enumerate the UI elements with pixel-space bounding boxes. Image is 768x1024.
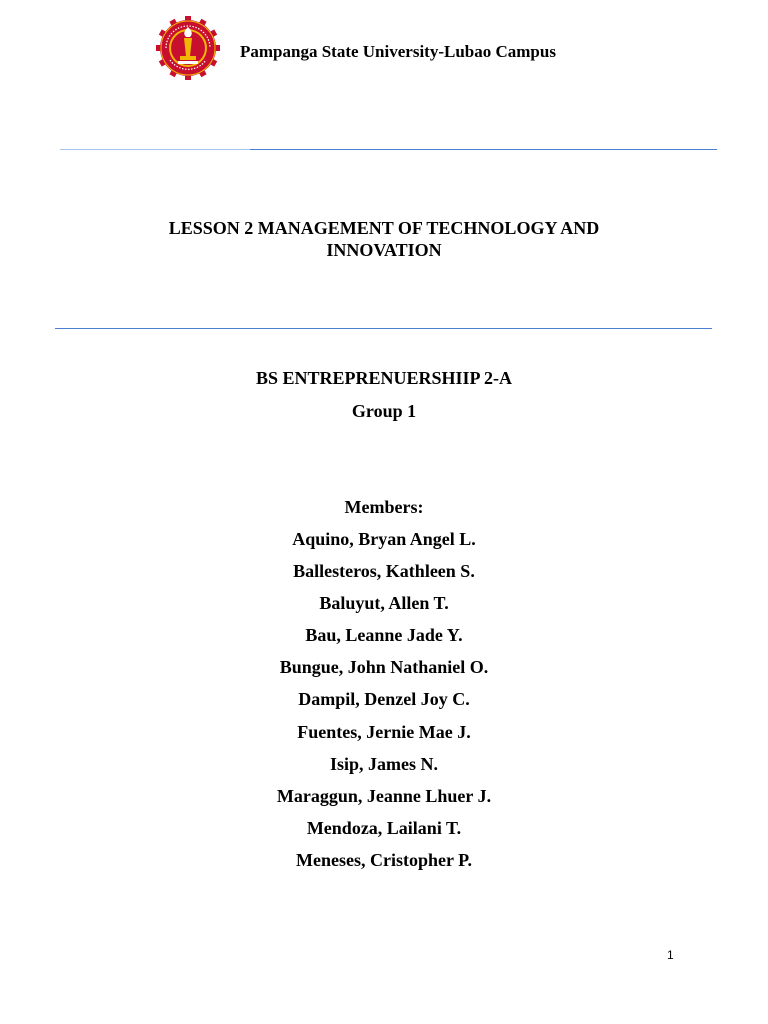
header-divider	[60, 149, 717, 150]
members-heading: Members:	[344, 497, 424, 517]
course-label: BS ENTREPRENUERSHIIP 2-A	[255, 368, 513, 388]
document-title-line-2: INNOVATION	[326, 240, 442, 260]
document-title	[0, 217, 768, 261]
university-seal-icon	[156, 16, 220, 80]
page-number: 1	[667, 948, 674, 962]
document-title-line-1: LESSON 2 MANAGEMENT OF TECHNOLOGY AND	[168, 218, 600, 238]
member-name: Ballesteros, Kathleen S.	[293, 561, 475, 582]
member-name: Fuentes, Jernie Mae J.	[297, 721, 471, 742]
member-name: Dampil, Denzel Joy C.	[298, 689, 470, 710]
member-name: Meneses, Cristopher P.	[296, 849, 472, 870]
member-name: Mendoza, Lailani T.	[306, 817, 462, 838]
member-name: Baluyut, Allen T.	[319, 593, 449, 614]
campus-name: Pampanga State University-Lubao Campus	[240, 42, 556, 61]
member-name: Aquino, Bryan Angel L.	[292, 529, 476, 549]
header-divider-fade	[60, 149, 250, 150]
members-list	[0, 528, 768, 881]
title-divider	[55, 328, 712, 329]
group-label: Group 1	[351, 401, 417, 421]
member-name: Bungue, John Nathaniel O.	[279, 657, 489, 678]
member-name: Bau, Leanne Jade Y.	[305, 625, 463, 646]
member-name: Isip, James N.	[329, 753, 438, 774]
member-name: Maraggun, Jeanne Lhuer J.	[276, 785, 492, 806]
